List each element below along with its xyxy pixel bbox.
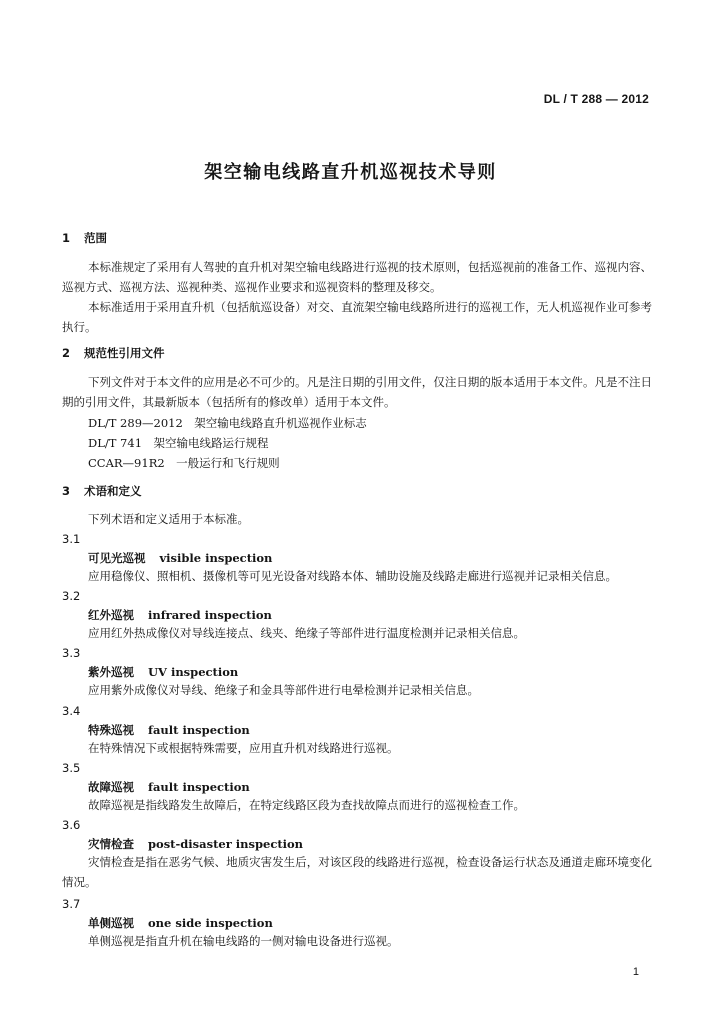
term-definition: 应用稳像仪、照相机、摄像机等可见光设备对线路本体、辅助设施及线路走廊进行巡视并记录相关信息。 [88,569,617,583]
reference-item: DL/T 289—2012 架空输电线路直升机巡视作业标志 [88,416,367,430]
term-definition: 应用紫外成像仪对导线、绝缘子和金具等部件进行电晕检测并记录相关信息。 [88,683,479,697]
term-en: infrared inspection [148,608,272,622]
term-title [88,607,272,623]
term-cn: 单侧巡视 [88,916,134,930]
section-title: 规范性引用文件 [84,346,165,360]
term-number: 3.1 [62,532,81,546]
term-en: post-disaster inspection [148,837,304,851]
term-number: 3.5 [62,761,81,775]
section-1-paragraph-1: 本标准规定了采用有人驾驶的直升机对架空输电线路进行巡视的技术原则，包括巡视前的准备工作、巡视内容、巡视方式、巡视方法、巡视种类、巡视作业要求和巡视资料的整理及移交。 [62,260,652,294]
term-number: 3.7 [62,897,81,911]
term-cn: 可见光巡视 [88,551,146,565]
standard-code-header: DL / T 288 — 2012 [543,92,649,106]
term-definition: 灾情检查是指在恶劣气候、地质灾害发生后，对该区段的线路进行巡视，检查设备运行状态及通道走廊环境变化情况。 [62,855,652,889]
term-cn: 红外巡视 [88,608,134,622]
section-3-heading [62,483,142,499]
section-number: 3 [62,484,71,498]
section-2-heading [62,345,165,361]
term-en: visible inspection [159,551,273,565]
section-3-intro: 下列术语和定义适用于本标准。 [88,512,249,526]
reference-item: DL/T 741 架空输电线路运行规程 [88,436,269,450]
section-number: 1 [62,231,71,245]
term-en: fault inspection [148,723,250,737]
term-cn: 紫外巡视 [88,665,134,679]
term-title [88,836,303,852]
page-number: 1 [632,966,639,978]
term-definition: 应用红外热成像仪对导线连接点、线夹、绝缘子等部件进行温度检测并记录相关信息。 [88,626,525,640]
term-number: 3.4 [62,704,81,718]
term-number: 3.3 [62,646,81,660]
document-title: 架空输电线路直升机巡视技术导则 [204,162,497,183]
term-definition: 故障巡视是指线路发生故障后，在特定线路区段为查找故障点而进行的巡视检查工作。 [88,798,525,812]
term-definition: 单侧巡视是指直升机在输电线路的一侧对输电设备进行巡视。 [88,934,399,948]
term-cn: 故障巡视 [88,780,134,794]
term-title [88,915,273,931]
section-1-paragraph-2: 本标准适用于采用直升机（包括航巡设备）对交、直流架空输电线路所进行的巡视工作，无人机巡视作业可参考执行。 [62,300,652,334]
term-title [88,779,250,795]
term-title [88,664,238,680]
term-number: 3.6 [62,818,81,832]
term-title [88,722,250,738]
term-definition: 在特殊情况下或根据特殊需要，应用直升机对线路进行巡视。 [88,741,399,755]
term-en: one side inspection [148,916,273,930]
reference-item: CCAR—91R2 一般运行和飞行规则 [88,456,280,470]
term-cn: 特殊巡视 [88,723,134,737]
section-title: 范围 [84,231,107,245]
section-1-heading [62,230,107,246]
term-number: 3.2 [62,589,81,603]
section-title: 术语和定义 [84,484,142,498]
term-title [88,550,272,566]
term-en: UV inspection [148,665,239,679]
term-en: fault inspection [148,780,250,794]
section-2-intro: 下列文件对于本文件的应用是必不可少的。凡是注日期的引用文件，仅注日期的版本适用于本文件。凡是不注日期的引用文件，其最新版本（包括所有的修改单）适用于本文件。 [62,375,652,409]
section-number: 2 [62,346,71,360]
term-cn: 灾情检查 [88,837,134,851]
